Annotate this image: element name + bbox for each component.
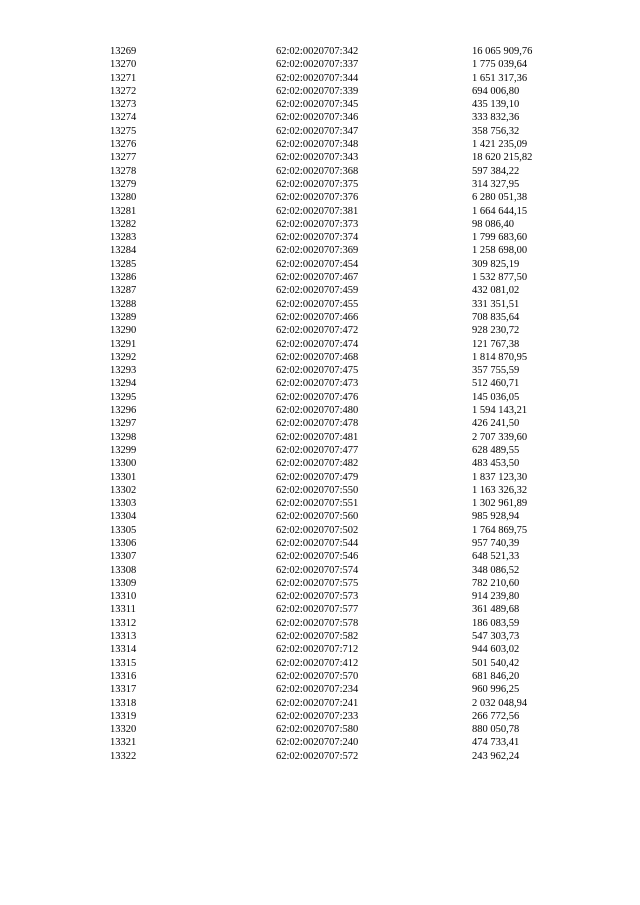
table-row [110,723,570,736]
cadastral-value: 333 832,36 [472,112,520,124]
cadastral-number: 62:02:0020707:412 [276,657,359,669]
table-row [110,338,570,351]
cadastral-number: 62:02:0020707:339 [276,85,359,97]
row-number: 13309 [110,577,137,589]
cadastral-value: 648 521,33 [472,551,520,563]
cadastral-value: 1 764 869,75 [472,524,528,536]
cadastral-number: 62:02:0020707:575 [276,577,359,589]
cadastral-value: 145 036,05 [472,391,520,403]
cadastral-value: 358 756,32 [472,125,520,137]
row-number: 13315 [110,657,137,669]
cadastral-value: 361 489,68 [472,604,520,616]
table-row [110,510,570,523]
cadastral-value: 1 258 698,00 [472,245,528,257]
row-number: 13301 [110,471,137,483]
cadastral-value: 426 241,50 [472,418,520,430]
row-number: 13306 [110,537,137,549]
cadastral-number: 62:02:0020707:343 [276,152,359,164]
table-row [110,550,570,563]
cadastral-number: 62:02:0020707:241 [276,697,359,709]
row-number: 13281 [110,205,137,217]
cadastral-value: 681 846,20 [472,670,520,682]
cadastral-value: 435 139,10 [472,99,520,111]
cadastral-value: 960 996,25 [472,684,520,696]
cadastral-number: 62:02:0020707:574 [276,564,359,576]
cadastral-number: 62:02:0020707:468 [276,351,359,363]
cadastral-value: 186 083,59 [472,617,520,629]
row-number: 13302 [110,484,137,496]
cadastral-number: 62:02:0020707:346 [276,112,359,124]
row-number: 13280 [110,192,137,204]
table-row [110,165,570,178]
cadastral-number: 62:02:0020707:481 [276,431,359,443]
cadastral-value: 914 239,80 [472,591,520,603]
table-row [110,617,570,630]
row-number: 13277 [110,152,137,164]
cadastral-value: 944 603,02 [472,644,520,656]
table-row [110,58,570,71]
cadastral-number: 62:02:0020707:376 [276,192,359,204]
table-row [110,351,570,364]
row-number: 13283 [110,232,137,244]
row-number: 13314 [110,644,137,656]
row-number: 13295 [110,391,137,403]
cadastral-number: 62:02:0020707:502 [276,524,359,536]
cadastral-value: 628 489,55 [472,444,520,456]
cadastral-number: 62:02:0020707:477 [276,444,359,456]
cadastral-value: 1 302 961,89 [472,498,528,510]
cadastral-number: 62:02:0020707:560 [276,511,359,523]
cadastral-value: 121 767,38 [472,338,520,350]
row-number: 13319 [110,710,137,722]
cadastral-value: 2 032 048,94 [472,697,528,709]
row-number: 13292 [110,351,137,363]
table-row [110,111,570,124]
cadastral-number: 62:02:0020707:712 [276,644,359,656]
cadastral-value: 483 453,50 [472,458,520,470]
cadastral-number: 62:02:0020707:454 [276,258,359,270]
table-row [110,244,570,257]
cadastral-number: 62:02:0020707:479 [276,471,359,483]
cadastral-number: 62:02:0020707:368 [276,165,359,177]
table-row [110,45,570,58]
table-row [110,178,570,191]
row-number: 13291 [110,338,137,350]
cadastral-value: 1 421 235,09 [472,139,528,151]
cadastral-number: 62:02:0020707:582 [276,631,359,643]
cadastral-number: 62:02:0020707:375 [276,178,359,190]
row-number: 13297 [110,418,137,430]
table-row [110,444,570,457]
cadastral-number: 62:02:0020707:373 [276,218,359,230]
cadastral-number: 62:02:0020707:347 [276,125,359,137]
cadastral-number: 62:02:0020707:381 [276,205,359,217]
row-number: 13299 [110,444,137,456]
cadastral-number: 62:02:0020707:337 [276,59,359,71]
table-row [110,391,570,404]
cadastral-value: 957 740,39 [472,537,520,549]
cadastral-value: 880 050,78 [472,724,520,736]
cadastral-number: 62:02:0020707:478 [276,418,359,430]
table-row [110,311,570,324]
table-row [110,630,570,643]
cadastral-value: 512 460,71 [472,378,520,390]
row-number: 13317 [110,684,137,696]
table-row [110,417,570,430]
table-row [110,670,570,683]
table-row [110,218,570,231]
row-number: 13284 [110,245,137,257]
row-number: 13312 [110,617,137,629]
cadastral-value: 6 280 051,38 [472,192,528,204]
cadastral-value: 474 733,41 [472,737,520,749]
row-number: 13276 [110,139,137,151]
table-row [110,138,570,151]
cadastral-number: 62:02:0020707:551 [276,498,359,510]
table-row [110,564,570,577]
cadastral-value: 1 814 870,95 [472,351,528,363]
table-row [110,258,570,271]
row-number: 13293 [110,365,137,377]
cadastral-number: 62:02:0020707:234 [276,684,359,696]
row-number: 13273 [110,99,137,111]
row-number: 13278 [110,165,137,177]
cadastral-number: 62:02:0020707:345 [276,99,359,111]
cadastral-value: 2 707 339,60 [472,431,528,443]
row-number: 13279 [110,178,137,190]
cadastral-number: 62:02:0020707:374 [276,232,359,244]
row-number: 13304 [110,511,137,523]
table-row [110,271,570,284]
cadastral-value: 357 755,59 [472,365,520,377]
row-number: 13290 [110,325,137,337]
row-number: 13308 [110,564,137,576]
table-row [110,85,570,98]
cadastral-number: 62:02:0020707:480 [276,405,359,417]
table-row [110,377,570,390]
row-number: 13318 [110,697,137,709]
row-number: 13286 [110,272,137,284]
cadastral-value: 1 594 143,21 [472,405,528,417]
cadastral-value: 694 006,80 [472,85,520,97]
table-row [110,484,570,497]
table-row [110,125,570,138]
cadastral-value: 331 351,51 [472,298,520,310]
cadastral-number: 62:02:0020707:467 [276,272,359,284]
table-row [110,683,570,696]
cadastral-value: 18 620 215,82 [472,152,533,164]
table-row [110,431,570,444]
cadastral-value: 314 327,95 [472,178,520,190]
cadastral-number: 62:02:0020707:474 [276,338,359,350]
row-number: 13288 [110,298,137,310]
cadastral-value: 1 837 123,30 [472,471,528,483]
cadastral-number: 62:02:0020707:342 [276,46,359,57]
cadastral-number: 62:02:0020707:475 [276,365,359,377]
table-row [110,151,570,164]
row-number: 13296 [110,405,137,417]
row-number: 13270 [110,59,137,71]
table-row [110,497,570,510]
table-row [110,364,570,377]
cadastral-number: 62:02:0020707:577 [276,604,359,616]
table-row [110,72,570,85]
row-number: 13303 [110,498,137,510]
table-row [110,577,570,590]
cadastral-value: 597 384,22 [472,165,520,177]
row-number: 13287 [110,285,137,297]
cadastral-number: 62:02:0020707:240 [276,737,359,749]
cadastral-number: 62:02:0020707:344 [276,72,359,84]
cadastral-number: 62:02:0020707:348 [276,139,359,151]
cadastral-number: 62:02:0020707:482 [276,458,359,470]
table-row [110,750,570,763]
table-row [110,231,570,244]
cadastral-number: 62:02:0020707:455 [276,298,359,310]
table-row [110,590,570,603]
cadastral-value: 985 928,94 [472,511,520,523]
table-row [110,603,570,616]
row-number: 13311 [110,604,136,616]
cadastral-value: 1 532 877,50 [472,272,528,284]
cadastral-value: 501 540,42 [472,657,520,669]
cadastral-number: 62:02:0020707:580 [276,724,359,736]
row-number: 13294 [110,378,137,390]
table-row [110,457,570,470]
cadastral-value: 1 775 039,64 [472,59,528,71]
cadastral-value: 16 065 909,76 [472,46,533,57]
row-number: 13298 [110,431,137,443]
table-row [110,205,570,218]
cadastral-number: 62:02:0020707:473 [276,378,359,390]
row-number: 13321 [110,737,137,749]
cadastral-number: 62:02:0020707:550 [276,484,359,496]
table-row [110,404,570,417]
row-number: 13307 [110,551,137,563]
cadastral-value: 782 210,60 [472,577,520,589]
row-number: 13274 [110,112,137,124]
cadastral-number: 62:02:0020707:476 [276,391,359,403]
row-number: 13322 [110,750,137,762]
row-number: 13310 [110,591,137,603]
row-number: 13305 [110,524,137,536]
row-number: 13269 [110,46,137,57]
cadastral-value: 432 081,02 [472,285,520,297]
cadastral-value: 708 835,64 [472,311,520,323]
table-row [110,284,570,297]
table-row [110,736,570,749]
table-row [110,537,570,550]
row-number: 13271 [110,72,137,84]
table-row [110,657,570,670]
table-row [110,324,570,337]
cadastral-value: 348 086,52 [472,564,520,576]
table-row [110,191,570,204]
cadastral-value: 928 230,72 [472,325,520,337]
cadastral-number: 62:02:0020707:578 [276,617,359,629]
cadastral-value: 266 772,56 [472,710,520,722]
cadastral-value: 547 303,73 [472,631,520,643]
cadastral-number: 62:02:0020707:369 [276,245,359,257]
table-row [110,98,570,111]
table-row [110,710,570,723]
cadastral-value: 98 086,40 [472,218,514,230]
table-row [110,643,570,656]
cadastral-number: 62:02:0020707:544 [276,537,359,549]
table-row [110,298,570,311]
row-number: 13285 [110,258,137,270]
cadastral-value: 1 651 317,36 [472,72,528,84]
cadastral-number: 62:02:0020707:573 [276,591,359,603]
row-number: 13275 [110,125,137,137]
row-number: 13289 [110,311,137,323]
cadastral-value: 309 825,19 [472,258,520,270]
row-number: 13313 [110,631,137,643]
cadastral-number: 62:02:0020707:546 [276,551,359,563]
cadastral-value-table [110,45,570,763]
cadastral-number: 62:02:0020707:459 [276,285,359,297]
row-number: 13316 [110,670,137,682]
cadastral-number: 62:02:0020707:572 [276,750,359,762]
cadastral-value: 1 799 683,60 [472,232,528,244]
cadastral-number: 62:02:0020707:466 [276,311,359,323]
row-number: 13272 [110,85,137,97]
cadastral-number: 62:02:0020707:472 [276,325,359,337]
cadastral-number: 62:02:0020707:570 [276,670,359,682]
row-number: 13282 [110,218,137,230]
cadastral-value: 1 163 326,32 [472,484,528,496]
table-row [110,697,570,710]
row-number: 13320 [110,724,137,736]
row-number: 13300 [110,458,137,470]
table-row [110,471,570,484]
table-row [110,524,570,537]
cadastral-value: 243 962,24 [472,750,520,762]
cadastral-value: 1 664 644,15 [472,205,528,217]
cadastral-number: 62:02:0020707:233 [276,710,359,722]
